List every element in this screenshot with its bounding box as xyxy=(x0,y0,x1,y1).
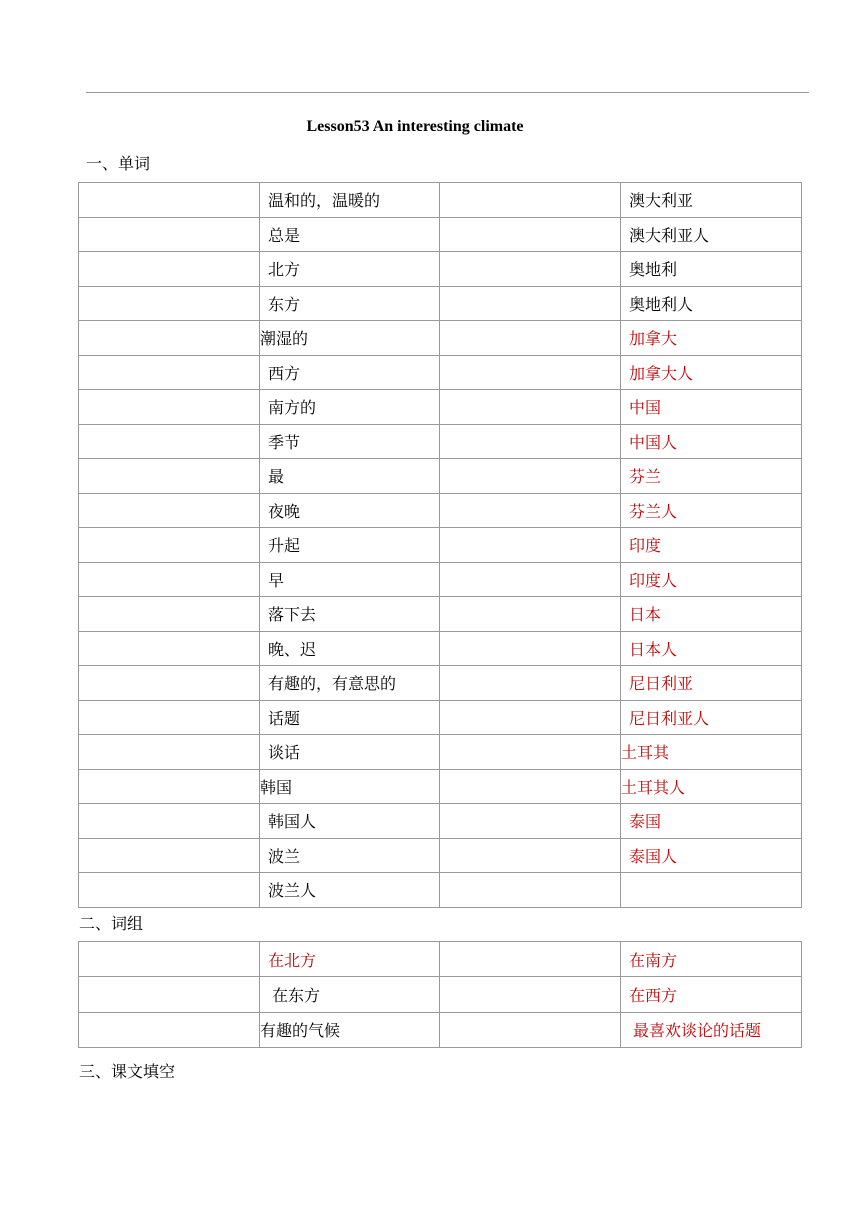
blank-english-cell[interactable] xyxy=(79,528,260,563)
table-row xyxy=(79,562,802,597)
country-meaning-cell: 泰国 xyxy=(621,804,802,839)
chinese-meaning-cell: 波兰 xyxy=(260,838,440,873)
table-row xyxy=(79,735,802,770)
table-row xyxy=(79,390,802,425)
blank-english-cell[interactable] xyxy=(440,459,621,494)
country-meaning-cell: 日本 xyxy=(621,597,802,632)
phrase-meaning-cell: 最喜欢谈论的话题 xyxy=(621,1012,802,1047)
table-row xyxy=(79,493,802,528)
blank-english-cell[interactable] xyxy=(440,838,621,873)
blank-english-cell[interactable] xyxy=(79,183,260,218)
table-row xyxy=(79,977,802,1012)
blank-english-cell[interactable] xyxy=(440,735,621,770)
table-row xyxy=(79,217,802,252)
chinese-meaning-cell: 最 xyxy=(260,459,440,494)
blank-english-cell[interactable] xyxy=(79,493,260,528)
blank-english-cell[interactable] xyxy=(440,252,621,287)
table-row xyxy=(79,631,802,666)
country-meaning-cell: 日本人 xyxy=(621,631,802,666)
blank-english-cell[interactable] xyxy=(440,631,621,666)
chinese-meaning-cell: 季节 xyxy=(260,424,440,459)
blank-english-cell[interactable] xyxy=(79,735,260,770)
blank-english-cell[interactable] xyxy=(440,183,621,218)
table-row xyxy=(79,804,802,839)
blank-english-cell[interactable] xyxy=(79,252,260,287)
country-meaning-cell: 澳大利亚 xyxy=(621,183,802,218)
chinese-meaning-cell: 温和的，温暖的 xyxy=(260,183,440,218)
chinese-meaning-cell: 话题 xyxy=(260,700,440,735)
table-row xyxy=(79,252,802,287)
blank-english-cell[interactable] xyxy=(79,700,260,735)
chinese-meaning-cell: 东方 xyxy=(260,286,440,321)
table-row xyxy=(79,459,802,494)
phrase-meaning-cell: 在北方 xyxy=(260,942,440,977)
section-heading-vocab: 一、单词 xyxy=(86,154,151,173)
blank-english-cell[interactable] xyxy=(440,528,621,563)
chinese-meaning-cell: 总是 xyxy=(260,217,440,252)
country-meaning-cell: 泰国人 xyxy=(621,838,802,873)
blank-english-cell[interactable] xyxy=(79,321,260,356)
blank-english-cell[interactable] xyxy=(440,562,621,597)
blank-english-cell[interactable] xyxy=(79,873,260,908)
chinese-meaning-cell: 有趣的，有意思的 xyxy=(260,666,440,701)
chinese-meaning-cell: 夜晚 xyxy=(260,493,440,528)
blank-english-cell[interactable] xyxy=(440,977,621,1012)
blank-english-cell[interactable] xyxy=(79,597,260,632)
section-heading-text-fill: 三、课文填空 xyxy=(79,1062,176,1081)
phrase-meaning-cell: 在南方 xyxy=(621,942,802,977)
blank-english-cell[interactable] xyxy=(79,666,260,701)
chinese-meaning-cell: 潮湿的 xyxy=(260,321,440,356)
blank-english-cell[interactable] xyxy=(79,459,260,494)
chinese-meaning-cell: 晚、迟 xyxy=(260,631,440,666)
blank-english-cell[interactable] xyxy=(440,804,621,839)
table-row xyxy=(79,528,802,563)
phrase-meaning-cell: 在西方 xyxy=(621,977,802,1012)
table-row xyxy=(79,597,802,632)
blank-english-cell[interactable] xyxy=(79,838,260,873)
chinese-meaning-cell: 韩国 xyxy=(260,769,440,804)
blank-english-cell[interactable] xyxy=(440,355,621,390)
country-meaning-cell: 中国人 xyxy=(621,424,802,459)
table-row xyxy=(79,838,802,873)
blank-english-cell[interactable] xyxy=(440,666,621,701)
chinese-meaning-cell: 谈话 xyxy=(260,735,440,770)
blank-english-cell[interactable] xyxy=(440,700,621,735)
blank-english-cell[interactable] xyxy=(79,217,260,252)
blank-english-cell[interactable] xyxy=(79,1012,260,1047)
chinese-meaning-cell: 北方 xyxy=(260,252,440,287)
phrase-meaning-cell: 有趣的气候 xyxy=(260,1012,440,1047)
country-meaning-cell: 加拿大人 xyxy=(621,355,802,390)
blank-english-cell[interactable] xyxy=(440,769,621,804)
table-row xyxy=(79,769,802,804)
blank-english-cell[interactable] xyxy=(440,390,621,425)
country-meaning-cell: 印度人 xyxy=(621,562,802,597)
table-row xyxy=(79,666,802,701)
country-meaning-cell: 澳大利亚人 xyxy=(621,217,802,252)
country-meaning-cell: 芬兰人 xyxy=(621,493,802,528)
table-row xyxy=(79,424,802,459)
chinese-meaning-cell: 落下去 xyxy=(260,597,440,632)
country-meaning-cell: 中国 xyxy=(621,390,802,425)
blank-english-cell[interactable] xyxy=(79,562,260,597)
table-row xyxy=(79,183,802,218)
table-row xyxy=(79,321,802,356)
country-meaning-cell: 芬兰 xyxy=(621,459,802,494)
phrase-table xyxy=(78,941,802,1048)
country-meaning-cell: 奥地利人 xyxy=(621,286,802,321)
country-meaning-cell: 土耳其 xyxy=(621,735,802,770)
country-meaning-cell: 加拿大 xyxy=(621,321,802,356)
blank-english-cell[interactable] xyxy=(79,424,260,459)
country-meaning-cell: 印度 xyxy=(621,528,802,563)
blank-english-cell[interactable] xyxy=(440,942,621,977)
chinese-meaning-cell: 南方的 xyxy=(260,390,440,425)
table-row xyxy=(79,1012,802,1047)
blank-english-cell[interactable] xyxy=(79,977,260,1012)
country-meaning-cell xyxy=(621,873,802,908)
table-row xyxy=(79,942,802,977)
blank-english-cell[interactable] xyxy=(79,804,260,839)
vocab-table xyxy=(78,182,802,908)
chinese-meaning-cell: 波兰人 xyxy=(260,873,440,908)
blank-english-cell[interactable] xyxy=(440,424,621,459)
chinese-meaning-cell: 西方 xyxy=(260,355,440,390)
phrase-meaning-cell: 在东方 xyxy=(260,977,440,1012)
header-rule xyxy=(86,92,809,93)
blank-english-cell[interactable] xyxy=(79,390,260,425)
table-row xyxy=(79,355,802,390)
blank-english-cell[interactable] xyxy=(79,942,260,977)
blank-english-cell[interactable] xyxy=(440,321,621,356)
country-meaning-cell: 奥地利 xyxy=(621,252,802,287)
blank-english-cell[interactable] xyxy=(440,873,621,908)
table-row xyxy=(79,873,802,908)
chinese-meaning-cell: 韩国人 xyxy=(260,804,440,839)
blank-english-cell[interactable] xyxy=(79,769,260,804)
blank-english-cell[interactable] xyxy=(79,355,260,390)
table-row xyxy=(79,700,802,735)
table-row xyxy=(79,286,802,321)
blank-english-cell[interactable] xyxy=(440,597,621,632)
blank-english-cell[interactable] xyxy=(440,493,621,528)
page-title: Lesson53 An interesting climate xyxy=(306,118,524,135)
blank-english-cell[interactable] xyxy=(79,631,260,666)
chinese-meaning-cell: 升起 xyxy=(260,528,440,563)
blank-english-cell[interactable] xyxy=(440,1012,621,1047)
blank-english-cell[interactable] xyxy=(440,286,621,321)
country-meaning-cell: 土耳其人 xyxy=(621,769,802,804)
country-meaning-cell: 尼日利亚人 xyxy=(621,700,802,735)
section-heading-phrases: 二、词组 xyxy=(79,914,144,933)
chinese-meaning-cell: 早 xyxy=(260,562,440,597)
country-meaning-cell: 尼日利亚 xyxy=(621,666,802,701)
blank-english-cell[interactable] xyxy=(440,217,621,252)
blank-english-cell[interactable] xyxy=(79,286,260,321)
